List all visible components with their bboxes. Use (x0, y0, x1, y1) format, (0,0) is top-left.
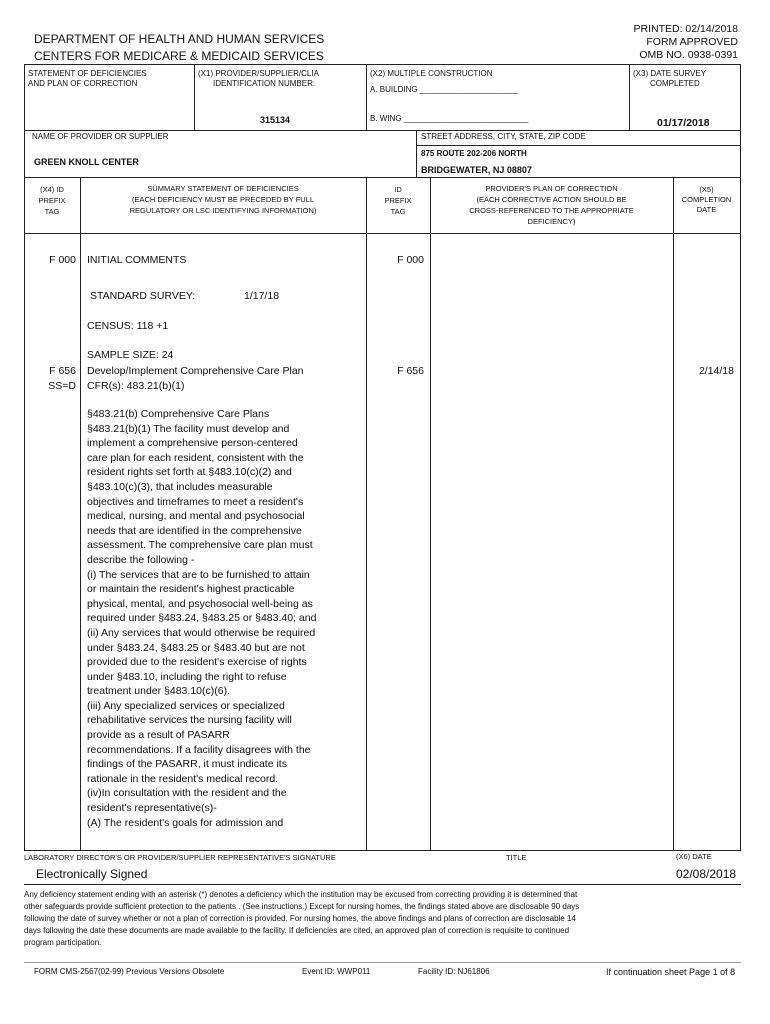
wing-field: B. WING ____________________________ (370, 114, 529, 123)
rule (24, 850, 741, 851)
id-header: ID (394, 185, 402, 194)
sample-size: SAMPLE SIZE: 24 (87, 349, 174, 361)
summary-header-2: (EACH DEFICIENCY MUST BE PRECEDED BY FULL (131, 195, 315, 204)
f656-id-tag: F 656 (397, 365, 424, 377)
footnote-line: other safeguards provide sufficient protection to the patients . (See instructions.) Except for nursing homes, the findings stated above are disclosable 90 days (24, 902, 580, 911)
body-line: under §483.10, including the right to refuse (87, 670, 287, 683)
body-line: §483.21(b)(1) The facility must develop and (87, 422, 290, 435)
rule (416, 130, 417, 178)
f000-id-tag: F 000 (397, 254, 424, 266)
rule (24, 64, 25, 851)
plan-header-3: CROSS-REFERENCED TO THE APPROPRIATE (469, 206, 634, 215)
rule (24, 962, 741, 963)
body-line: required under §483.24, §483.25 or §483.40; and (87, 612, 317, 625)
census: CENSUS: 118 +1 (87, 320, 169, 332)
rule (194, 64, 195, 131)
x4-header-3: TAG (44, 207, 60, 216)
provider-name: GREEN KNOLL CENTER (34, 157, 139, 167)
body-line: physical, mental, and psychosocial well-being as (87, 597, 313, 610)
rule (416, 145, 741, 146)
plan-header-4: DEFICIENCY) (527, 217, 576, 226)
summary-header: SUMMARY STATEMENT OF DEFICIENCIES (147, 184, 299, 193)
title-label: TITLE (506, 853, 527, 862)
provider-id-number: 315134 (260, 115, 291, 125)
form-approved-label: FORM APPROVED (646, 36, 738, 48)
agency-title: CENTERS FOR MEDICARE & MEDICAID SERVICES (34, 49, 324, 63)
page-indicator: If continuation sheet Page 1 of 8 (606, 967, 736, 977)
x1-label: (X1) PROVIDER/SUPPLIER/CLIA (198, 69, 319, 78)
body-line: rationale in the resident's medical record. (87, 772, 279, 785)
survey-completed-date: 01/17/2018 (657, 117, 710, 129)
x3-label: (X3) DATE SURVEY (633, 69, 707, 78)
rule (24, 177, 741, 178)
body-line: (ii) Any services that would otherwise be required (87, 626, 316, 639)
building-field: A. BUILDING ______________________ (370, 85, 518, 94)
plan-header-2: (EACH CORRECTIVE ACTION SHOULD BE (476, 195, 627, 204)
x4-header-2: PREFIX (38, 196, 66, 205)
body-line: objectives and timeframes to meet a resident's (87, 495, 304, 508)
signature-date: 02/08/2018 (676, 867, 737, 881)
footnote-line: Any deficiency statement ending with an asterisk (*) denotes a deficiency which the institution may be excused from correcting providing it is determined that (24, 890, 578, 899)
f656-scope-severity: SS=D (48, 380, 76, 392)
x4-header: (X4) ID (40, 185, 64, 194)
body-line: medical, nursing, and mental and psychosocial (87, 510, 305, 523)
body-line: describe the following - (87, 553, 195, 566)
id-header-3: TAG (390, 207, 406, 216)
body-line: recommendations. If a facility disagrees with the (87, 743, 311, 756)
body-line: (iii) Any specialized services or specialized (87, 699, 285, 712)
f000-title: INITIAL COMMENTS (87, 254, 187, 266)
statement-label: STATEMENT OF DEFICIENCIES (28, 69, 147, 78)
x2-label: (X2) MULTIPLE CONSTRUCTION (370, 69, 493, 78)
summary-header-3: REGULATORY OR LSC IDENTIFYING INFORMATION) (129, 206, 317, 215)
body-line: under §483.24, §483.25 or §483.40 but are not (87, 641, 305, 654)
deficiency-body-text (87, 407, 316, 830)
body-line: §483.21(b) Comprehensive Care Plans (87, 408, 270, 420)
body-line: (A) The resident's goals for admission and (87, 816, 284, 829)
address-label: STREET ADDRESS, CITY, STATE, ZIP CODE (421, 132, 586, 141)
form-number: FORM CMS-2567(02-99) Previous Versions Obsolete (34, 967, 225, 976)
rule (366, 64, 367, 131)
omb-number: OMB NO. 0938-0391 (639, 49, 738, 61)
body-line: provided due to the resident's exercise of rights (87, 656, 307, 669)
x3-label-2: COMPLETED (650, 79, 700, 88)
body-line: resident's representative(s)- (87, 802, 217, 815)
facility-id: Facility ID: NJ61806 (418, 967, 490, 976)
rule (24, 64, 741, 65)
rule (24, 130, 741, 131)
signature-value: Electronically Signed (36, 867, 148, 881)
f656-cfr: CFR(s): 483.21(b)(1) (87, 380, 185, 392)
signature-label: LABORATORY DIRECTOR'S OR PROVIDER/SUPPLIER REPRESENTATIVE'S SIGNATURE (24, 853, 336, 862)
body-line: implement a comprehensive person-centered (87, 437, 298, 450)
rule (740, 64, 741, 851)
plan-header: PROVIDER'S PLAN OF CORRECTION (485, 184, 618, 193)
f000-prefix-tag: F 000 (49, 254, 76, 266)
standard-survey-date: 1/17/18 (244, 290, 280, 302)
body-line: or maintain the resident's highest practicable (87, 583, 295, 596)
rule (629, 64, 630, 131)
rule (430, 177, 431, 851)
rule (24, 884, 741, 885)
id-header-2: PREFIX (384, 196, 412, 205)
printed-date: PRINTED: 02/14/2018 (633, 23, 738, 35)
provider-name-label: NAME OF PROVIDER OR SUPPLIER (32, 132, 169, 141)
footnote-line: days following the date these documents are made available to the facility. If deficiencies are cited, an approved plan of correction is requisite to continued (24, 926, 570, 935)
body-line: care plan for each resident, consistent with the (87, 451, 304, 464)
body-line: assessment. The comprehensive care plan must (87, 539, 313, 552)
body-line: provide as a result of PASARR (87, 729, 230, 742)
rule (366, 177, 367, 851)
address-line-1: 875 ROUTE 202-206 NORTH (421, 149, 527, 158)
date-label: (X6) DATE (676, 852, 712, 861)
body-line: §483.10(c)(3), that includes measurable (87, 480, 273, 493)
body-line: treatment under §483.10(c)(6). (87, 685, 230, 698)
f656-prefix-tag: F 656 (49, 365, 76, 377)
address-line-2: BRIDGEWATER, NJ 08807 (421, 165, 532, 175)
body-line: (iv)In consultation with the resident and the (87, 787, 287, 800)
x1-label-2: IDENTIFICATION NUMBER: (213, 79, 316, 88)
department-title: DEPARTMENT OF HEALTH AND HUMAN SERVICES (34, 32, 325, 46)
footnote-line: program participation. (24, 938, 102, 947)
footnote-line: following the date of survey whether or not a plan of correction is provided. For nursing homes, the above findings and plans of correction are disclosable 14 (24, 914, 576, 923)
disclosure-footnote (24, 889, 579, 949)
x5-header: (X5) (699, 185, 714, 194)
rule (24, 233, 741, 234)
standard-survey-label: STANDARD SURVEY: (90, 290, 196, 302)
body-line: (i) The services that are to be furnished to attain (87, 568, 310, 581)
f656-completion-date: 2/14/18 (698, 365, 734, 377)
x5-header-2: COMPLETION (681, 195, 732, 204)
body-line: rehabilitative services the nursing facility will (87, 714, 292, 727)
statement-label-2: AND PLAN OF CORRECTION (28, 79, 138, 88)
body-line: findings of the PASARR, it must indicate its (87, 758, 287, 771)
rule (80, 177, 81, 851)
body-line: needs that are identified in the comprehensive (87, 524, 302, 537)
body-line: resident rights set forth at §483.10(c)(2) and (87, 466, 292, 479)
x5-header-3: DATE (696, 205, 717, 214)
f656-title: Develop/Implement Comprehensive Care Plan (87, 365, 304, 377)
event-id: Event ID: WWP011 (302, 967, 371, 976)
rule (673, 177, 674, 851)
